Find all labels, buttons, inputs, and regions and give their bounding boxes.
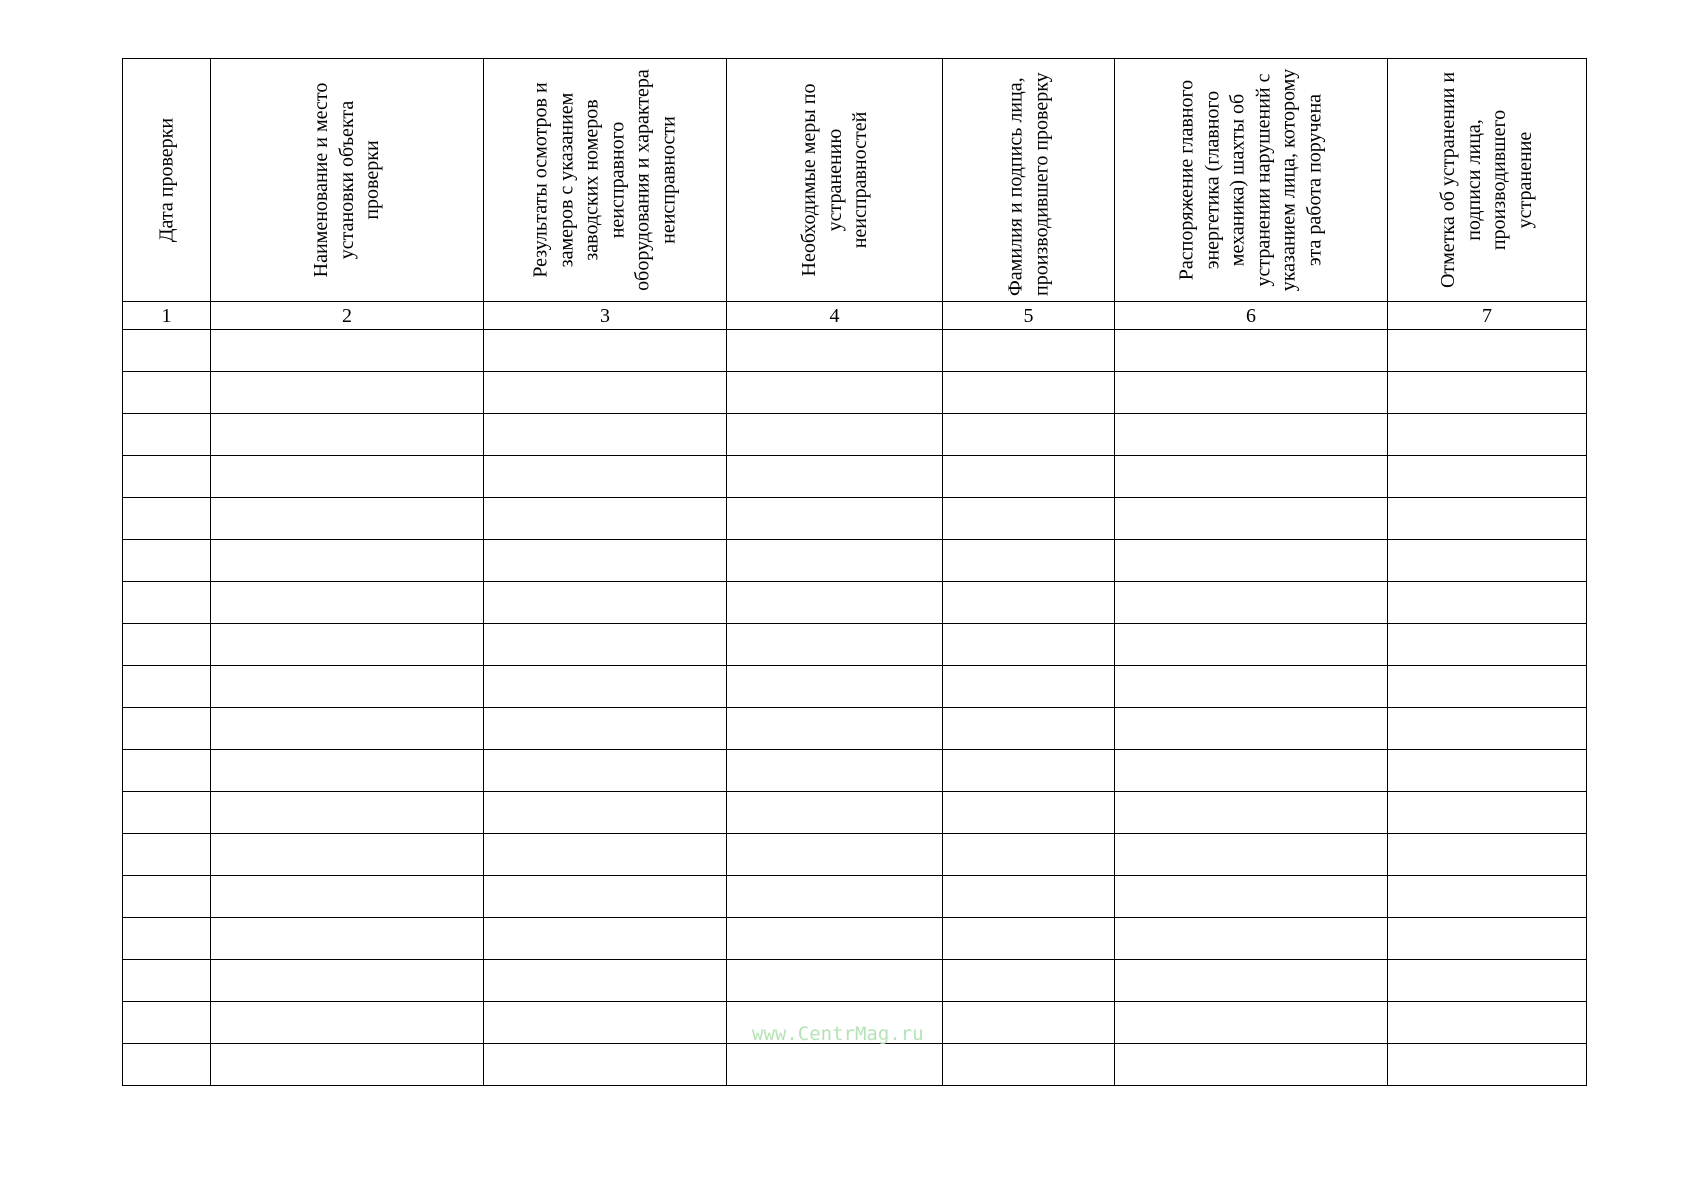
table-cell <box>1115 582 1388 624</box>
header-row <box>123 59 1587 302</box>
table-cell <box>943 414 1115 456</box>
header-label-object: Наименование и место установки объекта проверки <box>309 82 383 278</box>
table-cell <box>484 330 727 372</box>
table-cell <box>943 456 1115 498</box>
table-cell <box>727 834 943 876</box>
table-cell <box>943 1044 1115 1086</box>
table-cell <box>123 330 211 372</box>
table-cell <box>211 834 484 876</box>
table-row <box>123 456 1587 498</box>
table-cell <box>1388 750 1587 792</box>
table-cell <box>484 540 727 582</box>
table-cell <box>943 918 1115 960</box>
table-cell <box>484 582 727 624</box>
table-cell <box>211 792 484 834</box>
table-row <box>123 624 1587 666</box>
table-cell <box>123 834 211 876</box>
header-cell-measures <box>727 59 943 302</box>
table-cell <box>211 372 484 414</box>
header-cell-object <box>211 59 484 302</box>
table-cell <box>1115 330 1388 372</box>
table-cell <box>943 960 1115 1002</box>
table-cell <box>1388 1044 1587 1086</box>
table-cell <box>211 666 484 708</box>
table-cell <box>727 624 943 666</box>
table-cell <box>211 750 484 792</box>
table-cell <box>727 708 943 750</box>
table-cell <box>943 372 1115 414</box>
table-cell <box>1115 372 1388 414</box>
table-cell <box>727 792 943 834</box>
table-cell <box>211 876 484 918</box>
table-cell <box>943 876 1115 918</box>
column-number: 3 <box>484 302 727 330</box>
table-cell <box>1388 960 1587 1002</box>
table-cell <box>211 582 484 624</box>
table-cell <box>727 456 943 498</box>
header-label-inspector: Фамилия и подпись лица, производившего проверку <box>1004 72 1052 296</box>
column-number-row <box>123 302 1587 330</box>
table-cell <box>727 540 943 582</box>
table-cell <box>727 960 943 1002</box>
column-number: 1 <box>123 302 211 330</box>
table-cell <box>123 1044 211 1086</box>
table-cell <box>484 876 727 918</box>
table-cell <box>1388 414 1587 456</box>
table-cell <box>123 876 211 918</box>
column-number: 7 <box>1388 302 1587 330</box>
table-cell <box>727 414 943 456</box>
table-cell <box>1388 624 1587 666</box>
table-cell <box>211 414 484 456</box>
table-row <box>123 918 1587 960</box>
table-cell <box>211 918 484 960</box>
table-cell <box>1388 498 1587 540</box>
table-cell <box>211 624 484 666</box>
table-cell <box>1115 960 1388 1002</box>
header-cell-inspector <box>943 59 1115 302</box>
header-cell-order <box>1115 59 1388 302</box>
table-cell <box>211 960 484 1002</box>
table-cell <box>211 540 484 582</box>
table-cell <box>1115 750 1388 792</box>
table-cell <box>1388 876 1587 918</box>
table-row <box>123 792 1587 834</box>
table-cell <box>727 498 943 540</box>
table-cell <box>123 456 211 498</box>
table-cell <box>123 624 211 666</box>
table-row <box>123 330 1587 372</box>
table-cell <box>1388 1002 1587 1044</box>
table-cell <box>1388 918 1587 960</box>
table-cell <box>1115 876 1388 918</box>
header-label-measures: Необходимые меры по устранению неисправностей <box>797 83 871 277</box>
table-cell <box>727 876 943 918</box>
table-cell <box>943 1002 1115 1044</box>
table-cell <box>1388 834 1587 876</box>
table-cell <box>1388 582 1587 624</box>
table-row <box>123 372 1587 414</box>
table-cell <box>943 834 1115 876</box>
table-cell <box>943 330 1115 372</box>
table-cell <box>1115 1002 1388 1044</box>
table-cell <box>1115 666 1388 708</box>
table-cell <box>123 582 211 624</box>
table-cell <box>123 372 211 414</box>
table-cell <box>1115 1044 1388 1086</box>
table-row <box>123 666 1587 708</box>
table-cell <box>123 708 211 750</box>
table-cell <box>727 1044 943 1086</box>
table-cell <box>727 582 943 624</box>
table-cell <box>484 666 727 708</box>
table-cell <box>484 1044 727 1086</box>
table-cell <box>943 582 1115 624</box>
table-cell <box>1115 792 1388 834</box>
table-cell <box>727 666 943 708</box>
table-cell <box>211 456 484 498</box>
table-cell <box>1388 708 1587 750</box>
table-row <box>123 540 1587 582</box>
header-cell-results <box>484 59 727 302</box>
table-cell <box>1115 708 1388 750</box>
inspection-log-table <box>122 58 1587 1086</box>
table-cell <box>1115 918 1388 960</box>
table-cell <box>727 750 943 792</box>
table-cell <box>123 918 211 960</box>
header-cell-fix-mark <box>1388 59 1587 302</box>
table-cell <box>943 666 1115 708</box>
table-cell <box>1388 792 1587 834</box>
table-cell <box>727 372 943 414</box>
header-label-fix-mark: Отметка об устранении и подписи лица, производившего устранение <box>1437 71 1536 289</box>
column-number: 5 <box>943 302 1115 330</box>
header-label-order: Распоряжение главного энергетика (главного механика) шахты об устранении нарушений с указанием лица, которому эта работа поручена <box>1175 68 1325 292</box>
table-cell <box>1388 540 1587 582</box>
table-cell <box>484 834 727 876</box>
table-cell <box>484 918 727 960</box>
table-row <box>123 582 1587 624</box>
table-cell <box>1115 456 1388 498</box>
table-cell <box>123 960 211 1002</box>
table-cell <box>123 498 211 540</box>
table-cell <box>484 1002 727 1044</box>
table-row <box>123 498 1587 540</box>
column-number: 4 <box>727 302 943 330</box>
table-cell <box>211 498 484 540</box>
table-cell <box>123 1002 211 1044</box>
table-cell <box>1388 666 1587 708</box>
table-cell <box>123 414 211 456</box>
table-cell <box>484 960 727 1002</box>
table-cell <box>727 330 943 372</box>
table-cell <box>211 1044 484 1086</box>
table-cell <box>943 708 1115 750</box>
table-cell <box>943 792 1115 834</box>
table-cell <box>484 624 727 666</box>
table-cell <box>727 918 943 960</box>
table-cell <box>1115 624 1388 666</box>
table-cell <box>943 498 1115 540</box>
table-cell <box>1115 498 1388 540</box>
table-cell <box>1388 456 1587 498</box>
table-cell <box>484 750 727 792</box>
table-row <box>123 834 1587 876</box>
table-cell <box>1115 414 1388 456</box>
header-label-date: Дата проверки <box>154 117 177 243</box>
table-cell <box>1388 372 1587 414</box>
table-row <box>123 750 1587 792</box>
table-row <box>123 414 1587 456</box>
column-number: 6 <box>1115 302 1388 330</box>
table-cell <box>123 792 211 834</box>
table-cell <box>484 372 727 414</box>
table-cell <box>943 624 1115 666</box>
table-cell <box>484 708 727 750</box>
table-cell <box>943 540 1115 582</box>
table-cell <box>1115 540 1388 582</box>
table-row <box>123 960 1587 1002</box>
table-cell <box>943 750 1115 792</box>
table-cell <box>211 708 484 750</box>
table-row <box>123 876 1587 918</box>
table-cell <box>123 540 211 582</box>
column-number: 2 <box>211 302 484 330</box>
header-cell-date <box>123 59 211 302</box>
table-cell <box>211 330 484 372</box>
table-row <box>123 708 1587 750</box>
table-cell <box>123 666 211 708</box>
header-label-results: Результаты осмотров и замеров с указанием заводских номеров неисправного оборудования и характера неисправности <box>529 69 679 291</box>
watermark: www.CentrMag.ru <box>752 1023 924 1045</box>
table-cell <box>211 1002 484 1044</box>
table-cell <box>484 414 727 456</box>
table-cell <box>484 792 727 834</box>
table-cell <box>1388 330 1587 372</box>
table-row <box>123 1044 1587 1086</box>
table-cell <box>123 750 211 792</box>
table-cell <box>484 498 727 540</box>
table-cell <box>484 456 727 498</box>
table-cell <box>1115 834 1388 876</box>
